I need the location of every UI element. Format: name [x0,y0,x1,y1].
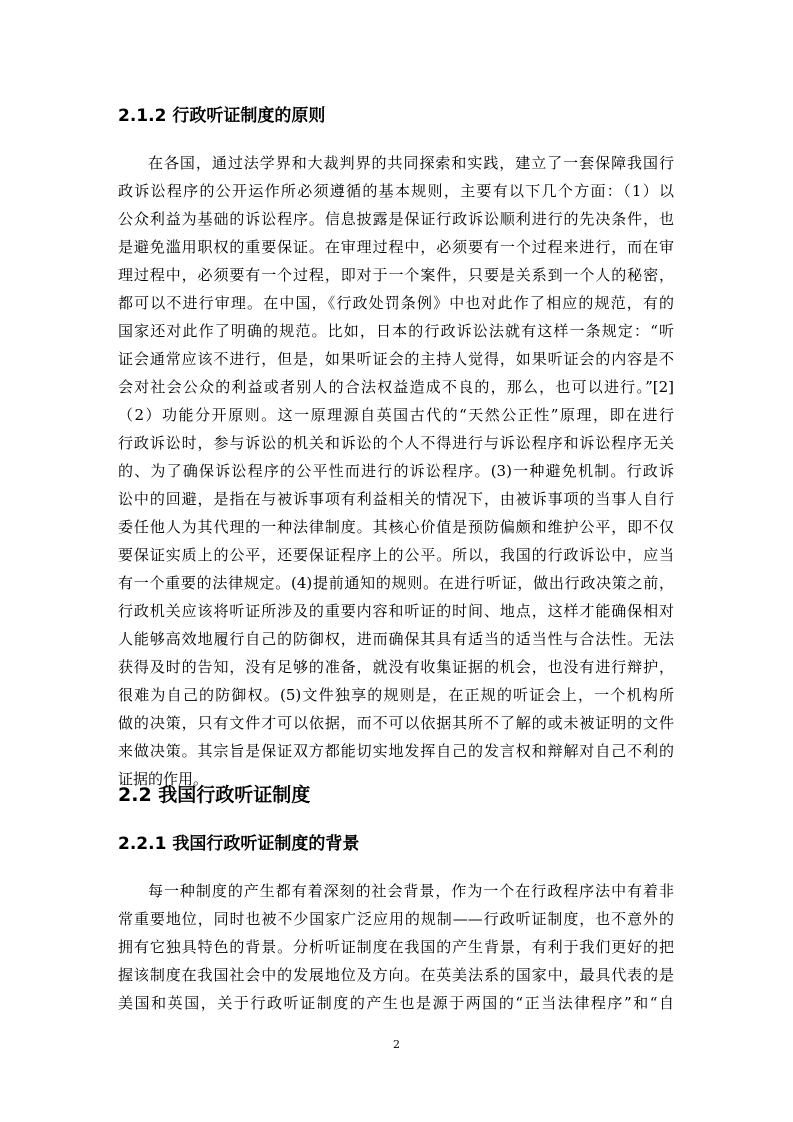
section-heading-2-1-2: 2.1.2 行政听证制度的原则 [118,106,326,126]
paragraph-line: 讼中的回避，是指在与被诉事项有利益相关的情况下，由被诉事项的当事人自行 [118,490,674,508]
paragraph-line: 要保证实质上的公平，还要保证程序上的公平。所以，我国的行政诉讼中，应当 [118,546,674,564]
paragraph-line: 做的决策，只有文件才可以依据，而不可以依据其所不了解的或未被证明的文件 [118,714,674,732]
paragraph-line: 行政机关应该将听证所涉及的重要内容和听证的时间、地点，这样才能确保相对 [118,602,674,620]
paragraph-line: 拥有它独具特色的背景。分析听证制度在我国的产生背景，有利于我们更好的把 [118,938,674,956]
paragraph-line: 会对社会公众的利益或者别人的合法权益造成不良的，那么，也可以进行。”[2] [118,378,674,396]
paragraph-line: 在各国，通过法学界和大裁判界的共同探索和实践，建立了一套保障我国行 [148,154,674,172]
paragraph-line: 政诉讼程序的公开运作所必须遵循的基本规则，主要有以下几个方面：（1）以 [118,182,674,200]
paragraph-line: 握该制度在我国社会中的发展地位及方向。在英美法系的国家中，最具代表的是 [118,966,674,984]
paragraph-line: 的、为了确保诉讼程序的公平性而进行的诉讼程序。(3)一种避免机制。行政诉 [118,462,674,480]
paragraph-line: 很难为自己的防御权。(5)文件独享的规则是，在正规的听证会上，一个机构所 [118,686,674,704]
paragraph-line: 来做决策。其宗旨是保证双方都能切实地发挥自己的发言权和辩解对自己不利的 [118,742,674,760]
paragraph-line: （2）功能分开原则。这一原理源自英国古代的“天然公正性”原理，即在进行 [118,406,674,424]
paragraph-line: 都可以不进行审理。在中国，《行政处罚条例》中也对此作了相应的规范，有的 [118,294,674,312]
paragraph-line: 每一种制度的产生都有着深刻的社会背景，作为一个在行政程序法中有着非 [148,882,674,900]
paragraph-line: 证据的作用。 [118,770,209,788]
page-number: 2 [393,1038,400,1051]
paragraph-line: 公众利益为基础的诉讼程序。信息披露是保证行政诉讼顺利进行的先决条件，也 [118,210,674,228]
paragraph-line: 委任他人为其代理的一种法律制度。其核心价值是预防偏颇和维护公平，即不仅 [118,518,674,536]
paragraph-line: 证会通常应该不进行，但是，如果听证会的主持人觉得，如果听证会的内容是不 [118,350,674,368]
paragraph-line: 有一个重要的法律规定。(4)提前通知的规则。在进行听证，做出行政决策之前， [118,574,674,592]
paragraph-line: 美国和英国，关于行政听证制度的产生也是源于两国的“正当法律程序”和“自 [118,994,674,1012]
paragraph-line: 常重要地位，同时也被不少国家广泛应用的规制——行政听证制度，也不意外的 [118,910,674,928]
paragraph-line: 是避免滥用职权的重要保证。在审理过程中，必须要有一个过程来进行，而在审 [118,238,674,256]
paragraph-line: 行政诉讼时，参与诉讼的机关和诉讼的个人不得进行与诉讼程序和诉讼程序无关 [118,434,674,452]
paragraph-line: 人能够高效地履行自己的防御权，进而确保其具有适当的适当性与合法性。无法 [118,630,674,648]
paragraph-background [118,877,674,1017]
section-heading-2-2: 2.2 我国行政听证制度 [118,784,311,806]
paragraph-line: 理过程中，必须要有一个过程，即对于一个案件，只要是关系到一个人的秘密， [118,266,674,284]
paragraph-line: 国家还对此作了明确的规范。比如，日本的行政诉讼法就有这样一条规定：“听 [118,322,674,340]
paragraph-line: 获得及时的告知，没有足够的准备，就没有收集证据的机会，也没有进行辩护， [118,658,674,676]
section-heading-2-2-1: 2.2.1 我国行政听证制度的背景 [118,834,360,854]
paragraph-principles [118,149,674,793]
